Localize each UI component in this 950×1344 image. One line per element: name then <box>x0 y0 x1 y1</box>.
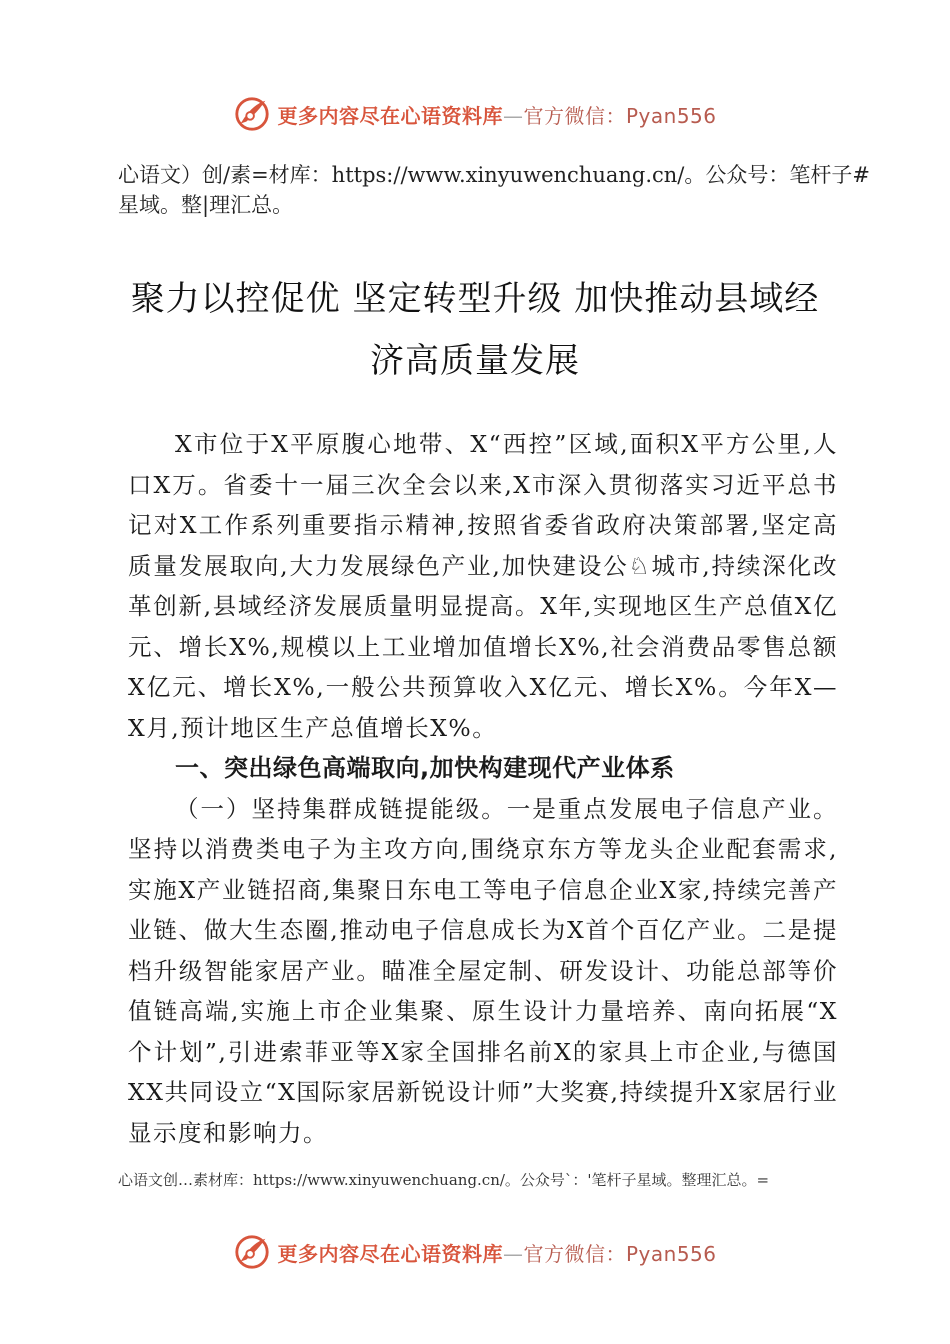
title-line-1: 聚力以控促优 坚定转型升级 加快推动县域经 <box>130 279 820 319</box>
pen-logo-icon <box>233 1233 271 1271</box>
paragraph-section-1-1: （一）坚持集群成链提能级。一是重点发展电子信息产业。坚持以消费类电子为主攻方向,围绕京东方等龙头企业配套需求,实施X产业链招商,集聚日东电工等电子信息企业X家,持续完善产业链、做大生态圈,推动电子信息成长为X首个百亿产业。二是提档升级智能家居产业。瞄准全屋定制、研发设计、功能总部等价值链高端,实施上市企业集聚、原生设计力量培养、南向拓展“X个计划”,引进索菲亚等X家全国排名前X的家具上市企业,与德国XX共同设立“X国际家居新锐设计师”大奖赛,持续提升X家居行业显示度和影响力。 <box>128 794 838 1147</box>
section-heading-1: 一、突出绿色高端取向,加快构建现代产业体系 <box>175 754 675 782</box>
footer-source-note: 心语文创…素材库：https://www.xinyuwenchuang.cn/。公众号`：'笔杆子星域。整理汇总。= <box>118 1171 770 1189</box>
banner-wechat-label: 官方微信： <box>523 103 626 128</box>
bottom-watermark-banner <box>0 1230 950 1274</box>
banner-separator: — <box>502 1241 524 1266</box>
header-source-note: 心语文）创/素=材库：https://www.xinyuwenchuang.cn/。公众号：笔杆子#星域。整|理汇总。 <box>118 163 870 217</box>
banner-wechat-id: Pyan556 <box>625 103 717 128</box>
banner-text <box>277 100 716 129</box>
banner-text <box>277 1238 716 1267</box>
title-line-2: 济高质量发展 <box>370 341 580 381</box>
banner-wechat-label: 官方微信： <box>523 1241 626 1266</box>
banner-separator: — <box>502 103 524 128</box>
paragraph-intro: X市位于X平原腹心地带、X“西控”区域,面积X平方公里,人口X万。省委十一届三次全会以来,X市深入贯彻落实习近平总书记对X工作系列重要指示精神,按照省委省政府决策部署,坚定高质量发展取向,大力发展绿色产业,加快建设公♘城市,持续深化改革创新,县域经济发展质量明显提高。X年,实现地区生产总值X亿元、增长X%,规模以上工业增加值增长X%,社会消费品零售总额X亿元、增长X%,一般公共预算收入X亿元、增长X%。今年X—X月,预计地区生产总值增长X%。 <box>128 430 838 742</box>
banner-wechat-id: Pyan556 <box>625 1241 717 1266</box>
document-title <box>100 268 850 392</box>
top-watermark-banner <box>0 92 950 136</box>
banner-main-text: 更多内容尽在心语资料库 <box>277 1241 503 1266</box>
pen-logo-icon <box>233 95 271 133</box>
document-body <box>128 424 838 1153</box>
banner-main-text: 更多内容尽在心语资料库 <box>277 103 503 128</box>
